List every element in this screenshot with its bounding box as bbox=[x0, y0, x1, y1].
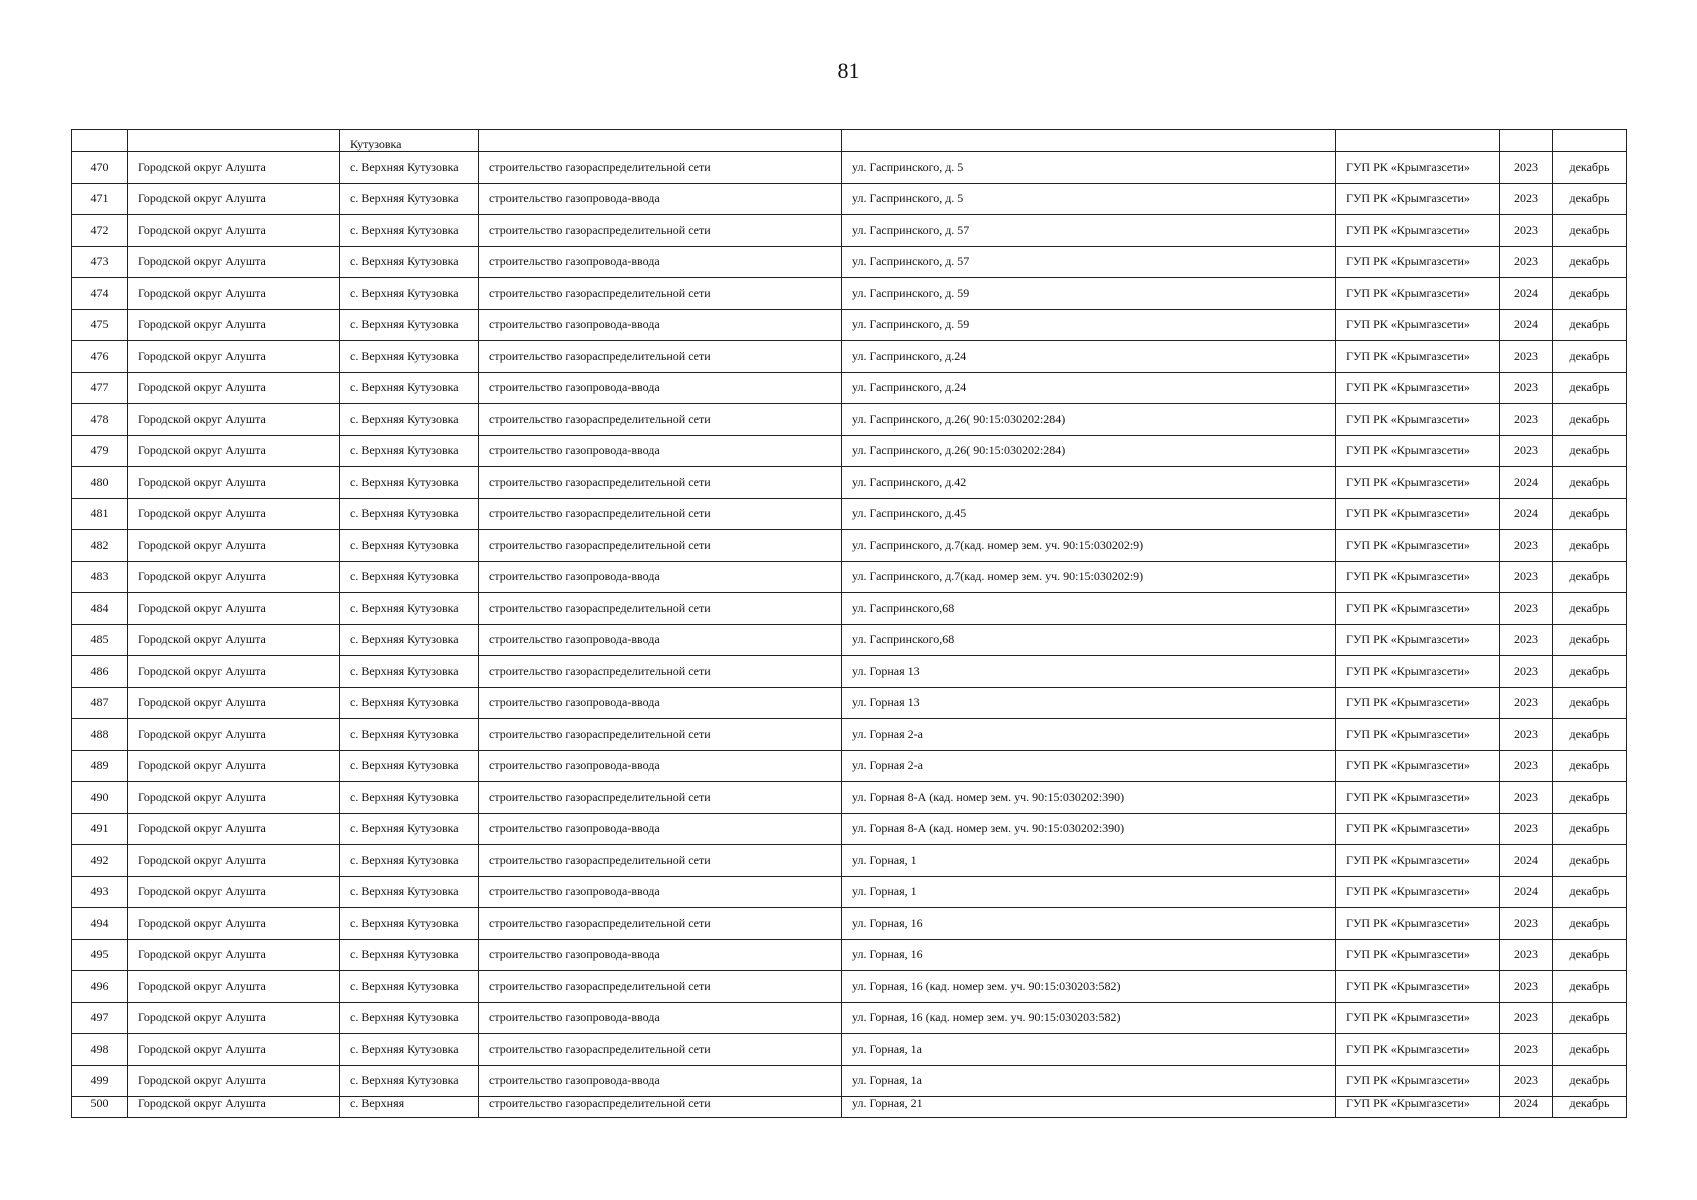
cell-place: с. Верхняя bbox=[340, 1097, 479, 1118]
cell-month: декабрь bbox=[1553, 530, 1627, 562]
cell-year: 2023 bbox=[1500, 719, 1553, 751]
cell-month: декабрь bbox=[1553, 467, 1627, 499]
cell-year: 2023 bbox=[1500, 183, 1553, 215]
cell-place: с. Верхняя Кутузовка bbox=[340, 687, 479, 719]
cell-year: 2023 bbox=[1500, 561, 1553, 593]
cell-organization: ГУП РК «Крымгазсети» bbox=[1336, 719, 1500, 751]
table-row bbox=[72, 341, 1627, 373]
cell-year: 2023 bbox=[1500, 1002, 1553, 1034]
cell-number: 485 bbox=[72, 624, 128, 656]
cell-year: 2024 bbox=[1500, 876, 1553, 908]
cell-district: Городской округ Алушта bbox=[128, 1065, 340, 1097]
cell-year: 2023 bbox=[1500, 1065, 1553, 1097]
table-row bbox=[72, 971, 1627, 1003]
cell-address: ул. Гаспринского,68 bbox=[842, 593, 1336, 625]
cell-number: 497 bbox=[72, 1002, 128, 1034]
cell-address: ул. Горная 8-А (кад. номер зем. уч. 90:15:030202:390) bbox=[842, 813, 1336, 845]
cell-month: декабрь bbox=[1553, 1034, 1627, 1066]
cell-district: Городской округ Алушта bbox=[128, 656, 340, 688]
cell-place: с. Верхняя Кутузовка bbox=[340, 656, 479, 688]
cell-number: 496 bbox=[72, 971, 128, 1003]
cell-month: декабрь bbox=[1553, 1097, 1627, 1118]
cell-district: Городской округ Алушта bbox=[128, 278, 340, 310]
cell-work: строительство газораспределительной сети bbox=[479, 278, 842, 310]
cell-place: с. Верхняя Кутузовка bbox=[340, 1065, 479, 1097]
cell-month: декабрь bbox=[1553, 1002, 1627, 1034]
table-row bbox=[72, 278, 1627, 310]
cell-work: строительство газопровода-ввода bbox=[479, 813, 842, 845]
cell-year: 2023 bbox=[1500, 152, 1553, 184]
cell-district: Городской округ Алушта bbox=[128, 845, 340, 877]
cell-place: с. Верхняя Кутузовка bbox=[340, 341, 479, 373]
cell-organization: ГУП РК «Крымгазсети» bbox=[1336, 971, 1500, 1003]
cell-address: ул. Горная, 1а bbox=[842, 1065, 1336, 1097]
table-row bbox=[72, 593, 1627, 625]
cell-work: строительство газораспределительной сети bbox=[479, 908, 842, 940]
table-row bbox=[72, 183, 1627, 215]
cell-work: строительство газопровода-ввода bbox=[479, 561, 842, 593]
cell-district: Городской округ Алушта bbox=[128, 498, 340, 530]
cell-place: с. Верхняя Кутузовка bbox=[340, 1002, 479, 1034]
cell-month: декабрь bbox=[1553, 656, 1627, 688]
cell-district: Городской округ Алушта bbox=[128, 750, 340, 782]
table-row bbox=[72, 624, 1627, 656]
cell-place: с. Верхняя Кутузовка bbox=[340, 1034, 479, 1066]
cell-address: ул. Горная 13 bbox=[842, 656, 1336, 688]
cell-organization: ГУП РК «Крымгазсети» bbox=[1336, 183, 1500, 215]
cell-district: Городской округ Алушта bbox=[128, 309, 340, 341]
cell-address: ул. Гаспринского, д.24 bbox=[842, 341, 1336, 373]
table-row bbox=[72, 309, 1627, 341]
cell-place: с. Верхняя Кутузовка bbox=[340, 750, 479, 782]
cell-district: Городской округ Алушта bbox=[128, 215, 340, 247]
cell-number: 473 bbox=[72, 246, 128, 278]
cell-work: строительство газопровода-ввода bbox=[479, 939, 842, 971]
cell-year bbox=[1500, 130, 1553, 152]
cell-year: 2023 bbox=[1500, 530, 1553, 562]
cell-place: Кутузовка bbox=[340, 130, 479, 152]
cell-work: строительство газопровода-ввода bbox=[479, 309, 842, 341]
cell-number: 500 bbox=[72, 1097, 128, 1118]
table-row bbox=[72, 561, 1627, 593]
cell-year: 2023 bbox=[1500, 404, 1553, 436]
cell-place: с. Верхняя Кутузовка bbox=[340, 404, 479, 436]
cell-month: декабрь bbox=[1553, 1065, 1627, 1097]
cell-year: 2024 bbox=[1500, 498, 1553, 530]
cell-organization: ГУП РК «Крымгазсети» bbox=[1336, 561, 1500, 593]
cell-place: с. Верхняя Кутузовка bbox=[340, 183, 479, 215]
cell-place: с. Верхняя Кутузовка bbox=[340, 908, 479, 940]
cell-year: 2023 bbox=[1500, 341, 1553, 373]
cell-year: 2023 bbox=[1500, 435, 1553, 467]
cell-organization: ГУП РК «Крымгазсети» bbox=[1336, 813, 1500, 845]
cell-work: строительство газопровода-ввода bbox=[479, 372, 842, 404]
cell-number: 488 bbox=[72, 719, 128, 751]
cell-place: с. Верхняя Кутузовка bbox=[340, 719, 479, 751]
cell-month: декабрь bbox=[1553, 593, 1627, 625]
cell-number: 484 bbox=[72, 593, 128, 625]
cell-number: 470 bbox=[72, 152, 128, 184]
cell-organization: ГУП РК «Крымгазсети» bbox=[1336, 1097, 1500, 1118]
table-row bbox=[72, 1065, 1627, 1097]
cell-address: ул. Горная 13 bbox=[842, 687, 1336, 719]
cell-year: 2024 bbox=[1500, 1097, 1553, 1118]
cell-organization: ГУП РК «Крымгазсети» bbox=[1336, 687, 1500, 719]
cell-number: 494 bbox=[72, 908, 128, 940]
cell-place: с. Верхняя Кутузовка bbox=[340, 782, 479, 814]
cell-year: 2023 bbox=[1500, 971, 1553, 1003]
cell-organization: ГУП РК «Крымгазсети» bbox=[1336, 845, 1500, 877]
cell-district: Городской округ Алушта bbox=[128, 1097, 340, 1118]
cell-number: 481 bbox=[72, 498, 128, 530]
cell-place: с. Верхняя Кутузовка bbox=[340, 309, 479, 341]
cell-address: ул. Гаспринского, д.26( 90:15:030202:284) bbox=[842, 435, 1336, 467]
cell-organization: ГУП РК «Крымгазсети» bbox=[1336, 341, 1500, 373]
cell-organization: ГУП РК «Крымгазсети» bbox=[1336, 530, 1500, 562]
cell-number: 475 bbox=[72, 309, 128, 341]
cell-number bbox=[72, 130, 128, 152]
cell-district bbox=[128, 130, 340, 152]
cell-organization: ГУП РК «Крымгазсети» bbox=[1336, 1002, 1500, 1034]
cell-work: строительство газопровода-ввода bbox=[479, 246, 842, 278]
cell-month: декабрь bbox=[1553, 183, 1627, 215]
cell-address: ул. Гаспринского, д. 57 bbox=[842, 246, 1336, 278]
table-row bbox=[72, 435, 1627, 467]
cell-address: ул. Гаспринского,68 bbox=[842, 624, 1336, 656]
cell-work: строительство газораспределительной сети bbox=[479, 215, 842, 247]
table-row bbox=[72, 467, 1627, 499]
cell-work: строительство газораспределительной сети bbox=[479, 971, 842, 1003]
table-row bbox=[72, 215, 1627, 247]
cell-organization: ГУП РК «Крымгазсети» bbox=[1336, 1065, 1500, 1097]
cell-number: 479 bbox=[72, 435, 128, 467]
cell-month: декабрь bbox=[1553, 876, 1627, 908]
cell-number: 471 bbox=[72, 183, 128, 215]
cell-place: с. Верхняя Кутузовка bbox=[340, 246, 479, 278]
cell-month: декабрь bbox=[1553, 498, 1627, 530]
cell-month: декабрь bbox=[1553, 687, 1627, 719]
cell-number: 478 bbox=[72, 404, 128, 436]
table-row bbox=[72, 498, 1627, 530]
cell-district: Городской округ Алушта bbox=[128, 404, 340, 436]
cell-work: строительство газопровода-ввода bbox=[479, 183, 842, 215]
cell-month: декабрь bbox=[1553, 435, 1627, 467]
table-row bbox=[72, 719, 1627, 751]
cell-year: 2023 bbox=[1500, 687, 1553, 719]
cell-number: 492 bbox=[72, 845, 128, 877]
cell-address: ул. Горная, 16 (кад. номер зем. уч. 90:15:030203:582) bbox=[842, 1002, 1336, 1034]
cell-address: ул. Гаспринского, д. 59 bbox=[842, 278, 1336, 310]
cell-work: строительство газораспределительной сети bbox=[479, 404, 842, 436]
cell-address: ул. Горная, 1 bbox=[842, 845, 1336, 877]
cell-work bbox=[479, 130, 842, 152]
cell-address: ул. Горная, 1 bbox=[842, 876, 1336, 908]
cell-work: строительство газопровода-ввода bbox=[479, 435, 842, 467]
cell-organization: ГУП РК «Крымгазсети» bbox=[1336, 278, 1500, 310]
cell-organization: ГУП РК «Крымгазсети» bbox=[1336, 939, 1500, 971]
cell-place: с. Верхняя Кутузовка bbox=[340, 498, 479, 530]
table-row bbox=[72, 908, 1627, 940]
cell-district: Городской округ Алушта bbox=[128, 372, 340, 404]
cell-place: с. Верхняя Кутузовка bbox=[340, 593, 479, 625]
cell-number: 499 bbox=[72, 1065, 128, 1097]
cell-organization: ГУП РК «Крымгазсети» bbox=[1336, 876, 1500, 908]
cell-place: с. Верхняя Кутузовка bbox=[340, 278, 479, 310]
cell-month: декабрь bbox=[1553, 404, 1627, 436]
cell-place: с. Верхняя Кутузовка bbox=[340, 939, 479, 971]
cell-number: 486 bbox=[72, 656, 128, 688]
table-row bbox=[72, 1002, 1627, 1034]
cell-district: Городской округ Алушта bbox=[128, 782, 340, 814]
table-row bbox=[72, 1097, 1627, 1118]
table-row bbox=[72, 939, 1627, 971]
cell-district: Городской округ Алушта bbox=[128, 1034, 340, 1066]
cell-year: 2023 bbox=[1500, 782, 1553, 814]
cell-number: 476 bbox=[72, 341, 128, 373]
cell-organization: ГУП РК «Крымгазсети» bbox=[1336, 656, 1500, 688]
cell-district: Городской округ Алушта bbox=[128, 971, 340, 1003]
cell-work: строительство газораспределительной сети bbox=[479, 1097, 842, 1118]
cell-month: декабрь bbox=[1553, 372, 1627, 404]
cell-month: декабрь bbox=[1553, 908, 1627, 940]
cell-work: строительство газопровода-ввода bbox=[479, 624, 842, 656]
cell-address: ул. Горная, 16 bbox=[842, 908, 1336, 940]
cell-address: ул. Горная 2-а bbox=[842, 719, 1336, 751]
cell-address: ул. Гаспринского, д.7(кад. номер зем. уч. 90:15:030202:9) bbox=[842, 561, 1336, 593]
cell-address: ул. Гаспринского, д.7(кад. номер зем. уч. 90:15:030202:9) bbox=[842, 530, 1336, 562]
cell-month bbox=[1553, 130, 1627, 152]
cell-place: с. Верхняя Кутузовка bbox=[340, 624, 479, 656]
cell-year: 2023 bbox=[1500, 593, 1553, 625]
cell-district: Городской округ Алушта bbox=[128, 719, 340, 751]
table-row-continued bbox=[72, 130, 1627, 152]
cell-district: Городской округ Алушта bbox=[128, 1002, 340, 1034]
cell-number: 495 bbox=[72, 939, 128, 971]
cell-address: ул. Гаспринского, д.26( 90:15:030202:284) bbox=[842, 404, 1336, 436]
cell-month: декабрь bbox=[1553, 939, 1627, 971]
cell-work: строительство газораспределительной сети bbox=[479, 498, 842, 530]
cell-year: 2023 bbox=[1500, 246, 1553, 278]
cell-organization: ГУП РК «Крымгазсети» bbox=[1336, 246, 1500, 278]
cell-month: декабрь bbox=[1553, 278, 1627, 310]
data-table bbox=[71, 129, 1627, 1118]
table-row bbox=[72, 750, 1627, 782]
cell-address: ул. Гаспринского, д. 57 bbox=[842, 215, 1336, 247]
cell-work: строительство газораспределительной сети bbox=[479, 341, 842, 373]
cell-address: ул. Гаспринского, д. 5 bbox=[842, 183, 1336, 215]
cell-number: 498 bbox=[72, 1034, 128, 1066]
cell-place: с. Верхняя Кутузовка bbox=[340, 813, 479, 845]
cell-district: Городской округ Алушта bbox=[128, 530, 340, 562]
cell-number: 480 bbox=[72, 467, 128, 499]
cell-organization: ГУП РК «Крымгазсети» bbox=[1336, 404, 1500, 436]
cell-organization: ГУП РК «Крымгазсети» bbox=[1336, 624, 1500, 656]
cell-district: Городской округ Алушта bbox=[128, 624, 340, 656]
cell-month: декабрь bbox=[1553, 719, 1627, 751]
cell-organization: ГУП РК «Крымгазсети» bbox=[1336, 152, 1500, 184]
cell-number: 493 bbox=[72, 876, 128, 908]
cell-place: с. Верхняя Кутузовка bbox=[340, 845, 479, 877]
cell-district: Городской округ Алушта bbox=[128, 435, 340, 467]
cell-address: ул. Гаспринского, д. 59 bbox=[842, 309, 1336, 341]
cell-year: 2023 bbox=[1500, 372, 1553, 404]
cell-district: Городской округ Алушта bbox=[128, 152, 340, 184]
table-row bbox=[72, 152, 1627, 184]
cell-place: с. Верхняя Кутузовка bbox=[340, 435, 479, 467]
cell-month: декабрь bbox=[1553, 845, 1627, 877]
cell-place: с. Верхняя Кутузовка bbox=[340, 876, 479, 908]
cell-work: строительство газопровода-ввода bbox=[479, 1065, 842, 1097]
cell-work: строительство газораспределительной сети bbox=[479, 530, 842, 562]
cell-month: декабрь bbox=[1553, 971, 1627, 1003]
cell-number: 489 bbox=[72, 750, 128, 782]
cell-work: строительство газопровода-ввода bbox=[479, 750, 842, 782]
cell-district: Городской округ Алушта bbox=[128, 593, 340, 625]
cell-work: строительство газораспределительной сети bbox=[479, 719, 842, 751]
cell-year: 2024 bbox=[1500, 845, 1553, 877]
cell-month: декабрь bbox=[1553, 246, 1627, 278]
cell-number: 487 bbox=[72, 687, 128, 719]
cell-month: декабрь bbox=[1553, 750, 1627, 782]
cell-number: 491 bbox=[72, 813, 128, 845]
cell-organization: ГУП РК «Крымгазсети» bbox=[1336, 750, 1500, 782]
cell-address: ул. Горная, 16 (кад. номер зем. уч. 90:15:030203:582) bbox=[842, 971, 1336, 1003]
cell-year: 2023 bbox=[1500, 813, 1553, 845]
table-row bbox=[72, 687, 1627, 719]
cell-organization: ГУП РК «Крымгазсети» bbox=[1336, 908, 1500, 940]
table-row bbox=[72, 372, 1627, 404]
cell-year: 2023 bbox=[1500, 1034, 1553, 1066]
cell-year: 2024 bbox=[1500, 278, 1553, 310]
cell-address bbox=[842, 130, 1336, 152]
cell-number: 474 bbox=[72, 278, 128, 310]
cell-address: ул. Гаспринского, д. 5 bbox=[842, 152, 1336, 184]
cell-year: 2024 bbox=[1500, 309, 1553, 341]
table-row bbox=[72, 246, 1627, 278]
cell-month: декабрь bbox=[1553, 215, 1627, 247]
cell-place: с. Верхняя Кутузовка bbox=[340, 561, 479, 593]
cell-number: 477 bbox=[72, 372, 128, 404]
cell-address: ул. Горная 2-а bbox=[842, 750, 1336, 782]
cell-work: строительство газораспределительной сети bbox=[479, 782, 842, 814]
cell-year: 2023 bbox=[1500, 624, 1553, 656]
page-number: 81 bbox=[837, 58, 860, 83]
cell-organization: ГУП РК «Крымгазсети» bbox=[1336, 215, 1500, 247]
cell-organization: ГУП РК «Крымгазсети» bbox=[1336, 467, 1500, 499]
cell-work: строительство газораспределительной сети bbox=[479, 656, 842, 688]
cell-place: с. Верхняя Кутузовка bbox=[340, 530, 479, 562]
cell-organization: ГУП РК «Крымгазсети» bbox=[1336, 498, 1500, 530]
cell-place: с. Верхняя Кутузовка bbox=[340, 372, 479, 404]
cell-place: с. Верхняя Кутузовка bbox=[340, 467, 479, 499]
cell-place: с. Верхняя Кутузовка bbox=[340, 152, 479, 184]
cell-district: Городской округ Алушта bbox=[128, 813, 340, 845]
cell-month: декабрь bbox=[1553, 624, 1627, 656]
cell-organization: ГУП РК «Крымгазсети» bbox=[1336, 372, 1500, 404]
cell-organization: ГУП РК «Крымгазсети» bbox=[1336, 593, 1500, 625]
cell-year: 2023 bbox=[1500, 750, 1553, 782]
cell-district: Городской округ Алушта bbox=[128, 876, 340, 908]
cell-work: строительство газопровода-ввода bbox=[479, 876, 842, 908]
table-row bbox=[72, 656, 1627, 688]
cell-work: строительство газораспределительной сети bbox=[479, 1034, 842, 1066]
cell-district: Городской округ Алушта bbox=[128, 939, 340, 971]
cell-district: Городской округ Алушта bbox=[128, 687, 340, 719]
cell-number: 472 bbox=[72, 215, 128, 247]
cell-organization bbox=[1336, 130, 1500, 152]
table-row bbox=[72, 530, 1627, 562]
table-row bbox=[72, 782, 1627, 814]
cell-place: с. Верхняя Кутузовка bbox=[340, 971, 479, 1003]
cell-address: ул. Горная, 16 bbox=[842, 939, 1336, 971]
cell-district: Городской округ Алушта bbox=[128, 246, 340, 278]
cell-address: ул. Горная, 21 bbox=[842, 1097, 1336, 1118]
cell-month: декабрь bbox=[1553, 813, 1627, 845]
cell-organization: ГУП РК «Крымгазсети» bbox=[1336, 309, 1500, 341]
cell-work: строительство газораспределительной сети bbox=[479, 845, 842, 877]
cell-year: 2023 bbox=[1500, 656, 1553, 688]
cell-district: Городской округ Алушта bbox=[128, 908, 340, 940]
cell-number: 483 bbox=[72, 561, 128, 593]
cell-district: Городской округ Алушта bbox=[128, 183, 340, 215]
cell-work: строительство газораспределительной сети bbox=[479, 467, 842, 499]
cell-work: строительство газопровода-ввода bbox=[479, 1002, 842, 1034]
cell-address: ул. Гаспринского, д.45 bbox=[842, 498, 1336, 530]
cell-address: ул. Горная, 1а bbox=[842, 1034, 1336, 1066]
table-row bbox=[72, 876, 1627, 908]
table-body bbox=[72, 130, 1627, 1118]
cell-district: Городской округ Алушта bbox=[128, 561, 340, 593]
table-row bbox=[72, 1034, 1627, 1066]
table-row bbox=[72, 845, 1627, 877]
cell-work: строительство газораспределительной сети bbox=[479, 152, 842, 184]
table-row bbox=[72, 404, 1627, 436]
cell-year: 2023 bbox=[1500, 908, 1553, 940]
cell-month: декабрь bbox=[1553, 561, 1627, 593]
cell-month: декабрь bbox=[1553, 782, 1627, 814]
cell-month: декабрь bbox=[1553, 341, 1627, 373]
cell-organization: ГУП РК «Крымгазсети» bbox=[1336, 782, 1500, 814]
cell-organization: ГУП РК «Крымгазсети» bbox=[1336, 435, 1500, 467]
cell-organization: ГУП РК «Крымгазсети» bbox=[1336, 1034, 1500, 1066]
cell-place: с. Верхняя Кутузовка bbox=[340, 215, 479, 247]
cell-address: ул. Гаспринского, д.24 bbox=[842, 372, 1336, 404]
cell-year: 2024 bbox=[1500, 467, 1553, 499]
cell-work: строительство газопровода-ввода bbox=[479, 687, 842, 719]
cell-year: 2023 bbox=[1500, 215, 1553, 247]
cell-work: строительство газораспределительной сети bbox=[479, 593, 842, 625]
cell-number: 482 bbox=[72, 530, 128, 562]
cell-address: ул. Горная 8-А (кад. номер зем. уч. 90:15:030202:390) bbox=[842, 782, 1336, 814]
cell-number: 490 bbox=[72, 782, 128, 814]
cell-month: декабрь bbox=[1553, 309, 1627, 341]
table-row bbox=[72, 813, 1627, 845]
cell-district: Городской округ Алушта bbox=[128, 341, 340, 373]
cell-month: декабрь bbox=[1553, 152, 1627, 184]
cell-year: 2023 bbox=[1500, 939, 1553, 971]
cell-address: ул. Гаспринского, д.42 bbox=[842, 467, 1336, 499]
cell-district: Городской округ Алушта bbox=[128, 467, 340, 499]
